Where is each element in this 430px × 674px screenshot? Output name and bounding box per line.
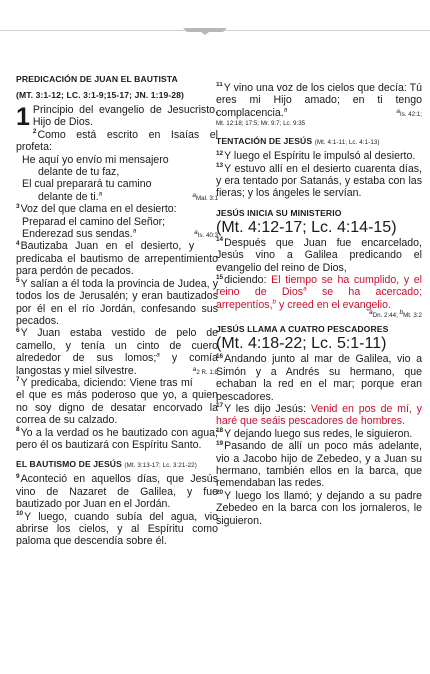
verse-18: $^{18}$Y dejando luego sus redes, le siguieron. [216, 427, 413, 440]
verse-2-poetry: He aquí yo envío mi mensajero delante de tu faz, El cual preparará tu camino delante de ti.$^a$ aMal. 3:1 [22, 153, 218, 203]
verse-16: $^{16}$Andando junto al mar de Galilea, vio a Simón y a Andrés su hermano, que echaban la red en el mar; porque eran pescadores. [216, 352, 422, 403]
chapter-number: 1 [16, 103, 30, 131]
verse-15-xref: aDn. 2:44; bMt. 3:2 [369, 309, 422, 320]
verse-4: $^4$Bautizaba Juan en el desierto, y predicaba el bautismo de arrepentimiento para perdón de pecados. [16, 239, 218, 278]
verse-12: $^{12}$Y luego el Espíritu le impulsó al desierto. [216, 149, 416, 163]
verse-13: $^{13}$Y estuvo allí en el desierto cuarenta días, y era tentado por Satanás, y estaba con las fieras; y los ángeles le servían. [216, 162, 422, 200]
verse-2: $^2$Como está escrito en Isaías el profeta: [16, 128, 218, 154]
verse-3: $^3$Voz del que clama en el desierto: Preparad el camino del Señor; Enderezad sus sendas.$^a$ aIs. 40:3 [16, 202, 218, 241]
section-refs: (MT. 3:1-12; LC. 3:1-9;15-17; JN. 1:19-28) [16, 90, 185, 100]
verse-1: 1 Principio del evangelio de Jesucristo, Hijo de Dios. [16, 103, 218, 131]
section-heading-bautismo: EL BAUTISMO DE JESÚS (Mt. 3:13-17; Lc. 3:21-22) [16, 459, 197, 470]
verse-9: $^9$Aconteció en aquellos días, que Jesús vino de Nazaret de Galilea, y fue bautizado por Juan en el Jordán. [16, 472, 218, 511]
section-heading-juan-bautista: PREDICACIÓN DE JUAN EL BAUTISTA [16, 74, 178, 84]
verse-5: $^5$Y salían a él toda la provincia de Judea, y todos los de Jerusalén; y eran bautizados por él en el río Jordán, confesando sus pecados. [16, 277, 218, 327]
verse-15: $^{15}$diciendo: El tiempo se ha cumplido, y el reino de Dios$^a$ se ha acercado; arrepentíos,$^b$ y creed en el evangelio. [216, 273, 422, 311]
verse-7: $^7$Y predicaba, diciendo: Viene tras mí el que es más poderoso que yo, a quien no soy digno de desatar encorvado la correa de su calzado. [16, 376, 218, 427]
verse-8: $^8$Yo a la verdad os he bautizado con agua; pero él os bautizará con Espíritu Santo. [16, 426, 218, 451]
verse-11: $^{11}$Y vino una voz de los cielos que decía: Tú eres mi Hijo amado; en ti tengo complacencia.$^a$ aIs. 42:1; [216, 82, 422, 119]
verse-17: $^{17}$Y les dijo Jesús: Venid en pos de mí, y haré que seáis pescadores de hombres. [216, 402, 422, 428]
section-heading-tentacion: TENTACIÓN DE JESÚS (Mt. 4:1-11; Lc. 4:1-13) [216, 136, 380, 147]
right-column [216, 82, 422, 662]
section-refs: (Mt. 4:18-22; Lc. 5:1-11) [216, 335, 387, 353]
section-refs: (Mt. 4:12-17; Lc. 4:14-15) [216, 218, 397, 236]
left-column [16, 74, 218, 654]
verse-20: $^{20}$Y luego los llamó; y dejando a su padre Zebedeo en la barca con los jornaleros, le siguieron. [216, 489, 422, 527]
verse-14: $^{14}$Después que Juan fue encarcelado, Jesús vino a Galilea predicando el evangelio del reino de Dios, [216, 236, 422, 274]
verse-19: $^{19}$Pasando de allí un poco más adelante, vio a Jacobo hijo de Zebedeo, y a Juan su hermano, también ellos en la barca, que remendaban las redes. [216, 439, 422, 490]
section-heading-pescadores: JESÚS LLAMA A CUATRO PESCADORES [216, 324, 389, 335]
page-marker-icon [183, 28, 227, 35]
verse-6: $^6$Y Juan estaba vestido de pelo de camello, y tenía un cinto de cuero alrededor de sus lomos;$^a$ y comía langostas y miel silvestre. a2 R. 1:8 [16, 326, 218, 377]
section-heading-ministerio: JESÚS INICIA SU MINISTERIO [216, 207, 342, 218]
verse-10: $^{10}$Y luego, cuando subía del agua, vio abrirse los cielos, y al Espíritu como paloma que descendía sobre él. [16, 510, 218, 548]
verse-11-xref: Mt. 12:18; 17:5; Mr. 9:7; Lc. 9:35 [216, 120, 306, 128]
